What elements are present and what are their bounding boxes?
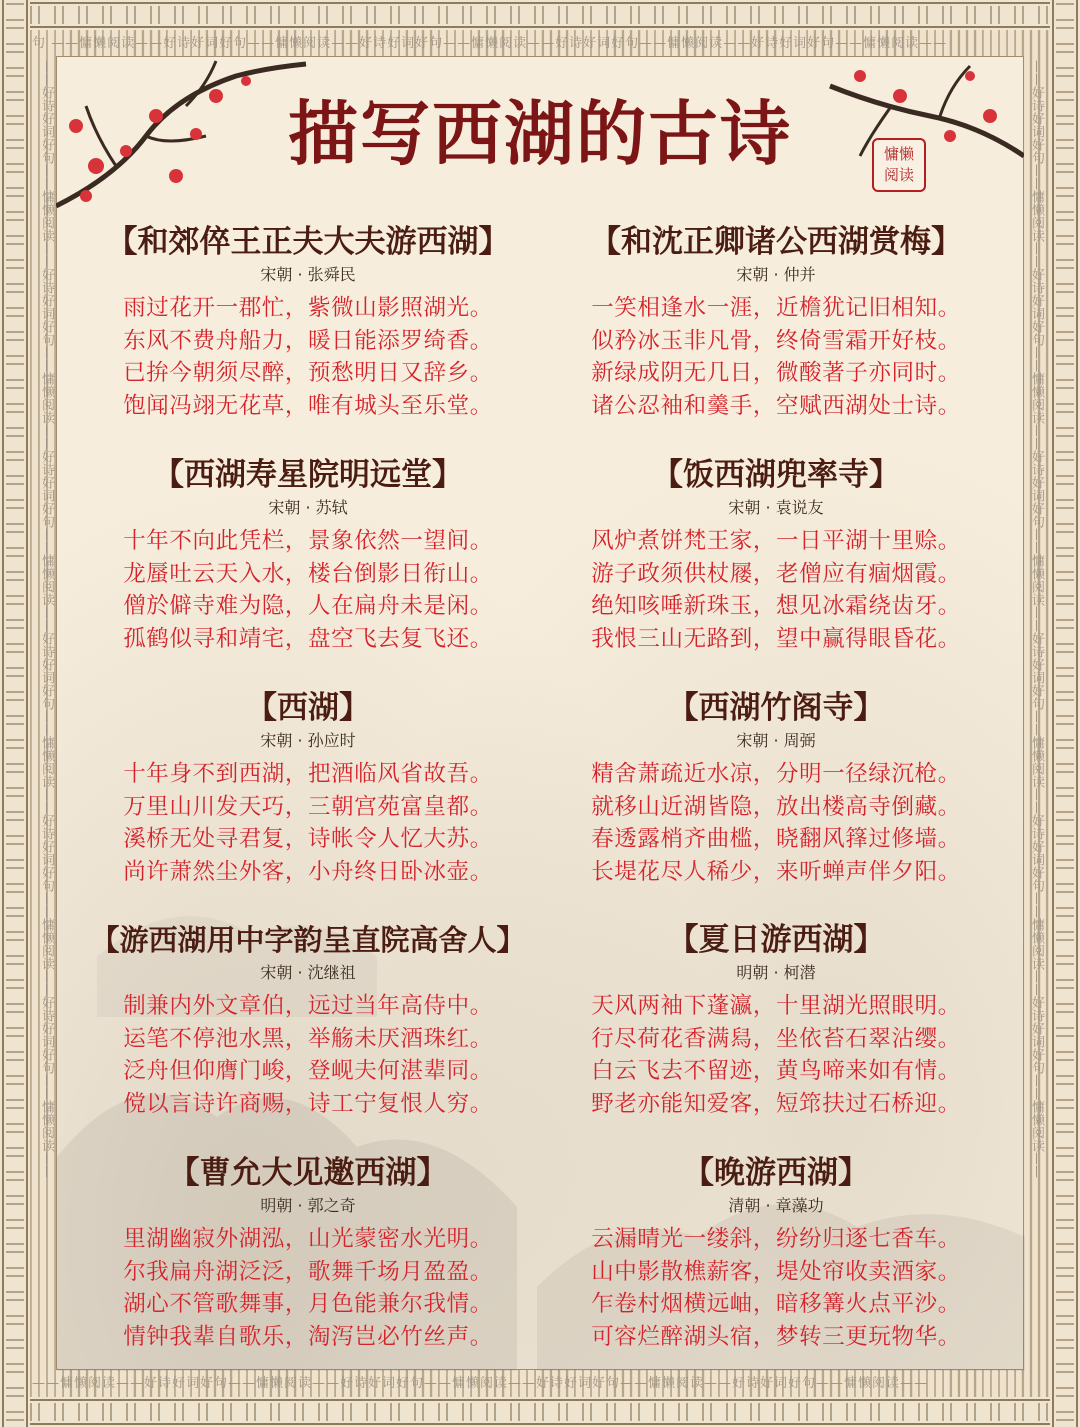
poem-line: 十年不向此凭栏，景象依然一望间。	[123, 528, 493, 554]
poem-title: 【曹允大见邀西湖】	[168, 1155, 448, 1191]
poem-line: 风炉煮饼梵王家，一日平湖十里赊。	[591, 528, 961, 554]
poem-line: 情钟我辈自歌乐，淘泻岂必竹丝声。	[123, 1323, 493, 1350]
poem-line: 万里山川发天巧，三朝宫苑富皇都。	[123, 793, 493, 820]
poem-author: 宋朝 · 袁说友	[728, 498, 824, 517]
poem-line: 一笑相逢水一涯，近檐犹记旧相知。	[591, 295, 961, 321]
poem-line: 野老亦能知爱客，短筇扶过石桥迎。	[591, 1090, 961, 1117]
fret-border-top	[0, 0, 1080, 30]
poem-line: 云漏晴光一缕斜，纷纷归逐七香车。	[591, 1226, 961, 1252]
fret-border-left	[0, 0, 30, 1427]
poem-line: 湖心不管歌舞事，月色能兼尔我情。	[123, 1291, 493, 1317]
poem-line: 白云飞去不留迹，黄鸟啼来如有情。	[591, 1058, 961, 1084]
poem-line: 天风两袖下蓬瀛，十里湖光照眼明。	[591, 993, 961, 1019]
page-title: 描写西湖的古诗	[288, 92, 792, 175]
poem-line: 长堤花尽人稀少，来听蝉声伴夕阳。	[591, 858, 961, 885]
poem-line: 似矜冰玉非凡骨，终倚雪霜开好枝。	[591, 327, 961, 354]
watermark-left: ——好诗好词好句——慵懒阅读——好诗好词好句——慵懒阅读——好诗好词好句——慵懒阅读——好诗好词好句——慵懒阅读——好诗好词好句——慵懒阅读——好诗好词好句——慵懒阅读——	[39, 60, 54, 1178]
poem-author: 明朝 · 柯潜	[736, 963, 816, 982]
poem-line: 山中影散樵薪客，堤处帘收卖酒家。	[591, 1258, 961, 1285]
seal-line: 慵懒	[883, 145, 914, 163]
poem-title: 【和沈正卿诸公西湖赏梅】	[590, 224, 962, 260]
poem-card	[526, 920, 1026, 1120]
poem-line: 诸公忍袖和羹手，空赋西湖处士诗。	[591, 392, 961, 419]
poem-line: 行尽荷花香满舄，坐依苔石翠沾缨。	[591, 1025, 961, 1052]
poem-author: 宋朝 · 孙应时	[260, 731, 356, 750]
fret-border-bottom	[0, 1397, 1080, 1427]
poem-card	[58, 222, 558, 422]
poem-card	[58, 455, 558, 655]
poem-card	[526, 455, 1026, 655]
poem-line: 游子政须供杖屦，老僧应有痼烟霞。	[591, 560, 961, 587]
poem-title: 【西湖寿星院明远堂】	[153, 457, 463, 493]
poem-line: 孤鹤似寻和靖宅，盘空飞去复飞还。	[123, 625, 493, 652]
poem-line: 新绿成阴无几日，微酸著子亦同时。	[591, 360, 961, 386]
fret-border-right	[1050, 0, 1080, 1427]
poem-line: 就移山近湖皆隐，放出楼高寺倒藏。	[591, 793, 961, 820]
poem-card	[58, 1153, 558, 1353]
watermark-right: ——好诗好词好句——慵懒阅读——好诗好词好句——慵懒阅读——好诗好词好句——慵懒阅读——好诗好词好句——慵懒阅读——好诗好词好句——慵懒阅读——好诗好词好句——慵懒阅读——	[1029, 60, 1044, 1178]
poem-author: 明朝 · 郭之奇	[260, 1196, 356, 1215]
watermark-top: 句 ——慵懒阅读——好诗好词好句——慵懒阅读——好诗好词好句——慵懒阅读——好诗好词好句——慵懒阅读——好诗好词好句——慵懒阅读——	[32, 36, 948, 51]
poem-title: 【晚游西湖】	[683, 1155, 869, 1191]
poem-author: 宋朝 · 仲并	[736, 265, 816, 284]
poem-line: 尚许萧然尘外客，小舟终日卧冰壶。	[123, 858, 493, 885]
poem-line: 已拚今朝须尽醉，预愁明日又辞乡。	[123, 360, 493, 386]
seal-line: 阅读	[883, 166, 914, 184]
watermark-bottom: ——慵懒阅读——好诗好词好句——慵懒阅读——好诗好词好句——慵懒阅读——好诗好词好句——慵懒阅读——好诗好词好句——慵懒阅读——	[32, 1376, 929, 1391]
poem-card	[526, 688, 1026, 888]
poem-line: 精舍萧疏近水凉，分明一径绿沉枪。	[591, 761, 961, 787]
poem-line: 雨过花开一郡忙，紫微山影照湖光。	[123, 295, 493, 321]
poem-card	[58, 920, 558, 1120]
poem-line: 泛舟但仰膺门峻，登岘夫何湛辈同。	[123, 1058, 493, 1084]
poem-line: 傥以言诗许商赐，诗工宁复恨人穷。	[123, 1090, 493, 1117]
poem-card	[526, 1153, 1026, 1353]
poem-line: 绝知咳唾新珠玉，想见冰霜绕齿牙。	[591, 593, 961, 619]
poem-author: 宋朝 · 苏轼	[268, 498, 348, 517]
poem-line: 僧於僻寺难为隐，人在扁舟未是闲。	[123, 593, 493, 619]
poem-line: 十年身不到西湖，把酒临风省故吾。	[123, 761, 493, 787]
poem-title: 【和郊倅王正夫大夫游西湖】	[106, 224, 510, 260]
poem-author: 宋朝 · 周弼	[736, 731, 816, 750]
poem-line: 乍卷村烟横远岫，暗移篝火点平沙。	[591, 1291, 961, 1317]
poem-title: 【游西湖用中字韵呈直院高舍人】	[90, 923, 526, 957]
poem-card	[526, 222, 1026, 422]
poem-line: 龙蜃吐云天入水，楼台倒影日衔山。	[123, 560, 493, 587]
poem-title: 【饭西湖兜率寺】	[652, 457, 900, 493]
poem-line: 制兼内外文章伯，远过当年高侍中。	[123, 993, 493, 1019]
poem-line: 溪桥无处寻君复，诗帐令人忆大苏。	[123, 826, 493, 852]
poem-author: 清朝 · 章藻功	[728, 1196, 824, 1215]
poem-line: 春透露梢齐曲槛，晓翻风箨过修墙。	[591, 826, 961, 852]
poem-line: 可容烂醉湖头宿，梦转三更玩物华。	[591, 1323, 961, 1350]
poem-title: 【西湖竹阁寺】	[667, 690, 885, 726]
poem-line: 东风不费舟船力，暖日能添罗绮香。	[123, 327, 493, 354]
seal-stamp	[872, 138, 926, 192]
poem-card	[58, 688, 558, 888]
poem-line: 尔我扁舟湖泛泛，歌舞千场月盈盈。	[123, 1258, 493, 1285]
poem-author: 宋朝 · 沈继祖	[260, 963, 356, 982]
poem-line: 运笔不停池水黑，举觞未厌酒珠红。	[123, 1025, 493, 1052]
poem-title: 【夏日游西湖】	[667, 922, 885, 958]
poem-line: 我恨三山无路到，望中赢得眼昏花。	[591, 625, 961, 652]
poem-line: 里湖幽寂外湖泓，山光蒙密水光明。	[123, 1226, 493, 1252]
poem-line: 饱闻冯翊无花草，唯有城头至乐堂。	[123, 392, 493, 419]
poem-author: 宋朝 · 张舜民	[260, 265, 356, 284]
poem-title: 【西湖】	[246, 690, 370, 726]
